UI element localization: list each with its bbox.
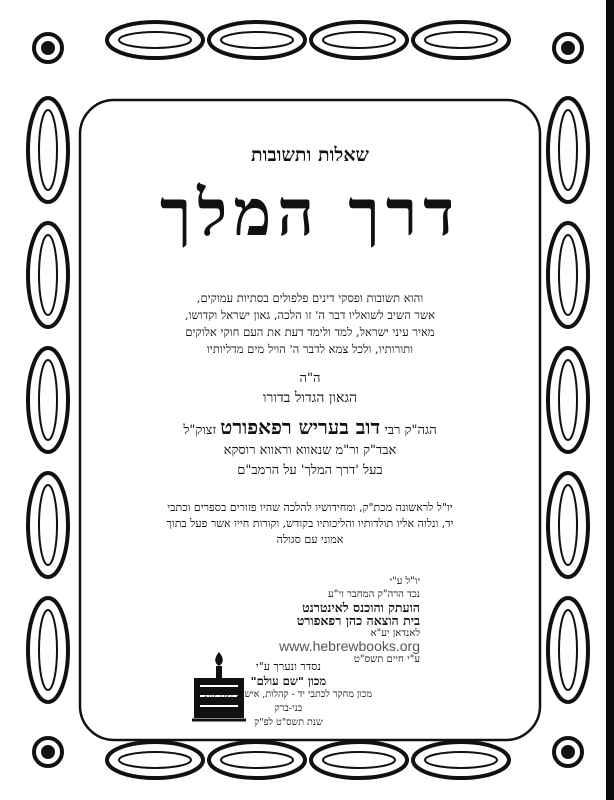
border-loop-inner <box>39 360 57 440</box>
intro <box>80 500 540 548</box>
description-line: אשר השיב לשואליו דבר ה' זו הלכה, גאון ישראל וקדושו, <box>184 308 436 322</box>
author-position: אבד"ק ור"מ שנאווא וראווא רוסקא <box>223 443 397 458</box>
border-loop <box>107 742 203 778</box>
border-loop <box>548 598 588 702</box>
editor-line: מכון מחקר לכתבי יד - קהלות, אישים וקהילות <box>204 689 372 700</box>
border-loop <box>548 348 588 452</box>
publisher-line: בית הוצאה כהן רפאפורט <box>296 613 420 628</box>
title-page <box>80 100 540 740</box>
publisher-line: ע"י חיים תשס"ט <box>353 654 420 665</box>
border-loop <box>413 742 509 778</box>
border-loop <box>28 598 68 702</box>
main-title: דרך המלך <box>159 176 461 251</box>
border-loop <box>28 473 68 577</box>
border-loop <box>413 22 509 58</box>
border-loop-inner <box>559 485 577 565</box>
border-loop-inner <box>425 752 497 768</box>
border-loop-inner <box>119 752 191 768</box>
border-loop-inner <box>39 235 57 315</box>
author-title: הגאון הגדול בדורו <box>262 390 358 406</box>
editor-block <box>205 660 372 730</box>
border-loop-inner <box>221 752 293 768</box>
border-loop-inner <box>425 32 497 48</box>
border-loop-inner <box>39 485 57 565</box>
description-line: מאיר עיני ישראל, למד ולימד דעת את העם חוקי אלוקים <box>185 325 435 339</box>
author-work: בעל 'דרך המלך' על הרמב"ם <box>237 463 383 478</box>
intro-line: אמוני עם סגולה <box>276 533 344 546</box>
corner-dot <box>563 43 573 53</box>
border-loop <box>548 473 588 577</box>
publisher-line: לאנדאן יע"א <box>370 628 420 639</box>
author-suffix: זצוק"ל <box>183 423 217 438</box>
intro-line: יד, ונלוה אליו תולדותיו והליכותיו בקודש, וקורות חייו אשר פעל בתוך <box>166 517 454 530</box>
publisher-block <box>279 575 420 666</box>
scan-edge <box>606 0 614 800</box>
border-loop-inner <box>323 32 395 48</box>
border-loop <box>311 742 407 778</box>
border-loop <box>548 223 588 327</box>
border-loop-inner <box>39 110 57 190</box>
intro-line: יו"ל לראשונה מכת"ק, ומחידושיו להלכה שהיו פזורים בספרים וכתבי <box>167 501 453 514</box>
border-loop <box>28 348 68 452</box>
border-loop-inner <box>39 610 57 690</box>
editor-city: בני-ברק <box>274 703 303 714</box>
border-loop-inner <box>559 610 577 690</box>
corner-dot <box>563 747 573 757</box>
border-loop-inner <box>559 110 577 190</box>
website-link[interactable]: www.hebrewbooks.org <box>279 638 420 654</box>
description-line: והוא תשובות ופסקי דינים פלפולים בסתיות עמוקים, <box>196 291 424 305</box>
publisher-line: יו"ל ע"י <box>389 576 420 587</box>
institute-name: מכון "שם עולם" <box>250 674 327 688</box>
publisher-line: הועתק והוכנס לאינטרנט <box>302 600 420 615</box>
author-hay: ה"ה <box>299 371 321 386</box>
description-line: ותורותיו, ולכל צמא לדבר ה' הויל מים מדליותיו <box>206 342 414 356</box>
border-loop-inner <box>559 360 577 440</box>
corner-dot <box>43 43 53 53</box>
border-loop-inner <box>119 32 191 48</box>
corner-dot <box>43 747 53 757</box>
border-loop-inner <box>559 235 577 315</box>
editor-line: נסדר ונערך ע"י <box>255 660 321 673</box>
border-loop-inner <box>221 32 293 48</box>
heading: שאלות ותשובות <box>251 144 369 166</box>
border-loop <box>311 22 407 58</box>
border-loop <box>209 22 305 58</box>
border-loop <box>28 223 68 327</box>
border-loop-inner <box>323 752 395 768</box>
editor-year: שנת תשס"ט לפ"ק <box>254 717 323 728</box>
border-loop <box>209 742 305 778</box>
border-loop <box>107 22 203 58</box>
border-loop <box>548 98 588 202</box>
description <box>80 290 540 358</box>
publisher-line: נכד הרה"ק המחבר זי"ע <box>328 589 420 600</box>
border-loop <box>28 98 68 202</box>
author-prefix: הגה"ק רבי <box>384 423 437 438</box>
author-name: דוב בעריש רפאפורט <box>220 415 381 439</box>
author-name-line <box>80 415 540 440</box>
